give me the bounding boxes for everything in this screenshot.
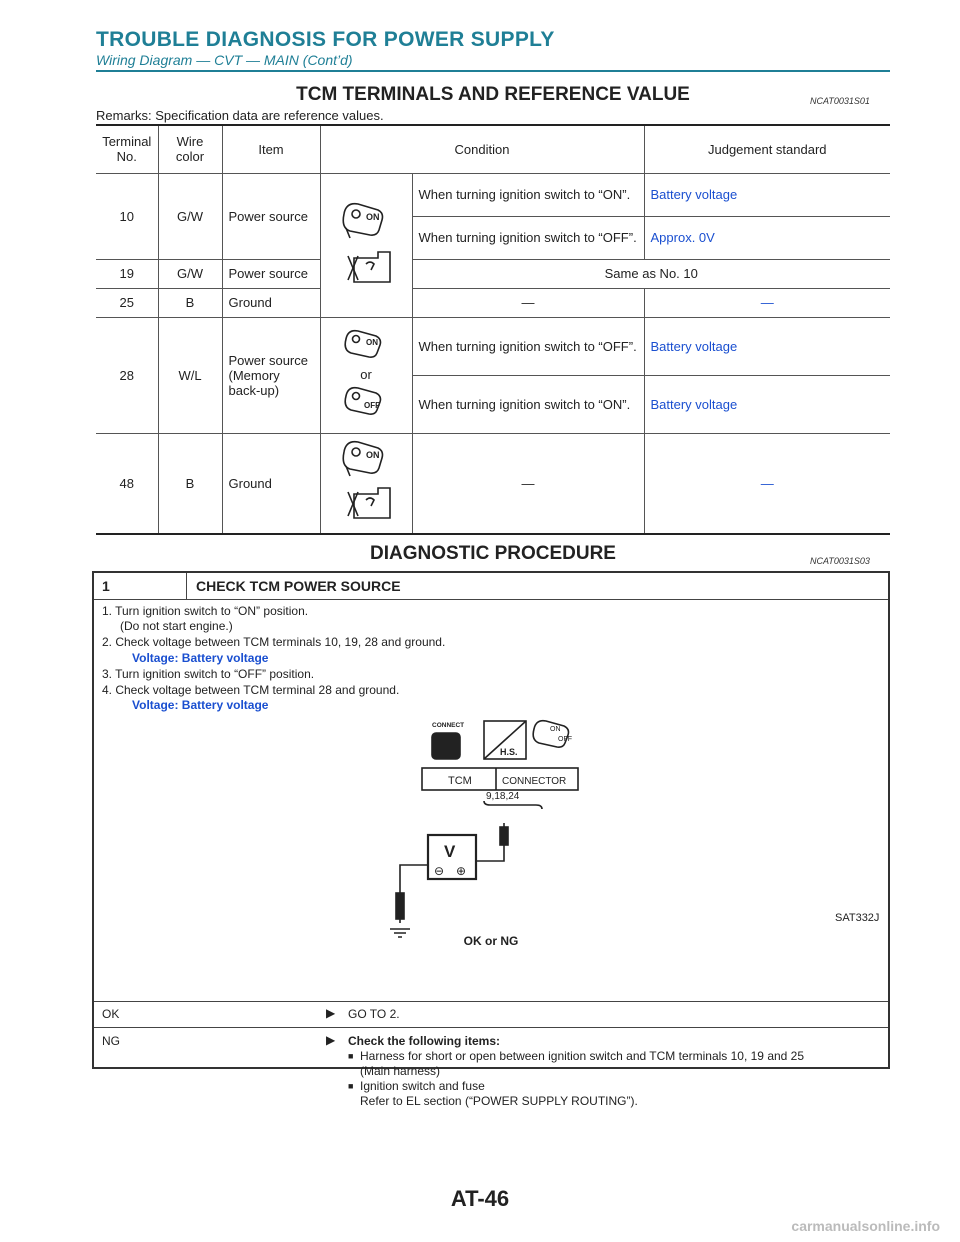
item-cell: Power source (Memory back-up): [222, 317, 320, 433]
svg-text:ON: ON: [366, 211, 380, 222]
col-standard-header: Judgement standard: [644, 125, 890, 173]
wire-cell: G/W: [158, 173, 222, 259]
standard-cell: Approx. 0V: [644, 216, 890, 259]
wire-cell: W/L: [158, 317, 222, 433]
watermark: carmanualsonline.info: [791, 1218, 940, 1234]
procedure-step: 1. Turn ignition switch to “ON” position.: [102, 604, 309, 618]
voltage-spec: Voltage: Battery voltage: [132, 651, 269, 665]
bullet-icon: ■: [348, 1051, 354, 1061]
procedure-step: 2. Check voltage between TCM terminals 10, 19, 28 and ground.: [102, 635, 446, 649]
procedure-step-note: (Do not start engine.): [120, 619, 233, 633]
diagnostic-section-heading: [96, 543, 890, 565]
ok-label: OK: [102, 1007, 120, 1021]
col-terminal-header: Terminal No.: [96, 125, 158, 173]
condition-cell: When turning ignition switch to “ON”.: [412, 173, 644, 216]
standard-cell: Battery voltage: [644, 375, 890, 433]
off-label: OFF: [558, 736, 572, 743]
connector-label: CONNECTOR: [502, 776, 567, 787]
connect-label: CONNECT: [432, 722, 465, 729]
diagnostic-section-title: DIAGNOSTIC PROCEDURE: [370, 543, 616, 564]
step-header-divider: [186, 573, 187, 599]
key-on-engine-off-icon: [326, 434, 406, 530]
table-row: [96, 288, 890, 317]
wire-cell: B: [158, 288, 222, 317]
item-cell: Power source: [222, 173, 320, 259]
table-row: [96, 259, 890, 288]
item-cell: Power source: [222, 259, 320, 288]
procedure-body: [94, 600, 888, 1002]
table-header-row: [96, 125, 890, 173]
ng-result-row: [94, 1028, 888, 1117]
ok-ng-question: OK or NG: [463, 934, 519, 948]
remarks-text: Remarks: Specification data are reference values.: [96, 108, 384, 123]
on-label: ON: [550, 726, 561, 733]
col-wire-header: Wire color: [158, 125, 222, 173]
col-condition-header: Condition: [320, 125, 644, 173]
figure-code: SAT332J: [835, 912, 880, 924]
ok-result-row: [94, 1001, 888, 1028]
step-header: [94, 573, 888, 600]
ignition-icon-cell: [320, 317, 412, 433]
standard-cell: —: [644, 433, 890, 534]
voltage-spec: Voltage: Battery voltage: [132, 698, 269, 712]
terminals-section-title: TCM TERMINALS AND REFERENCE VALUE: [296, 84, 690, 105]
table-row: [96, 433, 890, 534]
ignition-icon-cell: [320, 173, 412, 317]
ignition-key-icon: [533, 721, 568, 748]
key-on-engine-off-icon: [326, 194, 406, 294]
or-label: or: [360, 367, 372, 382]
ng-item-note: (Main harness): [360, 1064, 441, 1078]
tcm-label: TCM: [448, 775, 472, 787]
ng-item-note: Refer to EL section (“POWER SUPPLY ROUTING”).: [360, 1094, 638, 1108]
pins-label: 9,18,24: [486, 791, 520, 802]
procedure-step: 3. Turn ignition switch to “OFF” position.: [102, 667, 315, 681]
ignition-icon-cell: [320, 433, 412, 534]
arrow-icon: ▶: [326, 1033, 336, 1047]
key-off-icon: [336, 382, 396, 422]
condition-cell: —: [412, 433, 644, 534]
ng-label: NG: [102, 1034, 120, 1048]
condition-cell: —: [412, 288, 644, 317]
col-item-header: Item: [222, 125, 320, 173]
key-on-icon: [336, 325, 396, 365]
voltage-check-diagram: [374, 715, 694, 945]
svg-text:ON: ON: [366, 449, 380, 460]
terminals-section-code: NCAT0031S01: [810, 96, 870, 106]
condition-cell: When turning ignition switch to “OFF”.: [412, 317, 644, 375]
terminal-cell: 28: [96, 317, 158, 433]
terminal-cell: 25: [96, 288, 158, 317]
arrow-icon: ▶: [326, 1006, 336, 1020]
connect-symbol: [432, 733, 460, 759]
item-cell: Ground: [222, 288, 320, 317]
condition-cell: When turning ignition switch to “OFF”.: [412, 216, 644, 259]
page-header-title: TROUBLE DIAGNOSIS FOR POWER SUPPLY: [96, 28, 555, 51]
step-title: CHECK TCM POWER SOURCE: [196, 578, 401, 594]
meter-label: V: [444, 842, 456, 861]
minus-terminal: ⊖: [434, 864, 445, 878]
table-row: [96, 173, 890, 216]
terminal-cell: 10: [96, 173, 158, 259]
standard-cell: Battery voltage: [644, 173, 890, 216]
terminal-cell: 48: [96, 433, 158, 534]
diagnostic-section-code: NCAT0031S03: [810, 556, 870, 566]
plus-terminal: ⊕: [456, 864, 467, 878]
ok-action: GO TO 2.: [348, 1007, 400, 1021]
ng-item: Harness for short or open between ignition switch and TCM terminals 10, 19 and 25: [360, 1049, 805, 1063]
standard-cell: Battery voltage: [644, 317, 890, 375]
header-divider: [96, 70, 890, 72]
svg-text:ON: ON: [366, 338, 378, 347]
page-header-subtitle: Wiring Diagram — CVT — MAIN (Cont’d): [96, 52, 353, 68]
diagnostic-procedure-box: [92, 571, 890, 1108]
bullet-icon: ■: [348, 1081, 354, 1091]
terminal-reference-table: [96, 124, 890, 535]
hs-label: H.S.: [500, 747, 518, 757]
terminal-cell: 19: [96, 259, 158, 288]
condition-cell: Same as No. 10: [412, 259, 890, 288]
wire-cell: B: [158, 433, 222, 534]
table-row: [96, 317, 890, 375]
ng-title: Check the following items:: [348, 1034, 501, 1048]
page-number: AT-46: [450, 1186, 510, 1211]
terminals-section-heading: [96, 84, 890, 106]
wire-cell: G/W: [158, 259, 222, 288]
condition-cell: When turning ignition switch to “ON”.: [412, 375, 644, 433]
procedure-step: 4. Check voltage between TCM terminal 28 and ground.: [102, 683, 400, 697]
step-number: 1: [102, 578, 110, 594]
svg-text:OFF: OFF: [364, 401, 380, 410]
item-cell: Ground: [222, 433, 320, 534]
ng-item: Ignition switch and fuse: [360, 1079, 485, 1093]
standard-cell: —: [644, 288, 890, 317]
